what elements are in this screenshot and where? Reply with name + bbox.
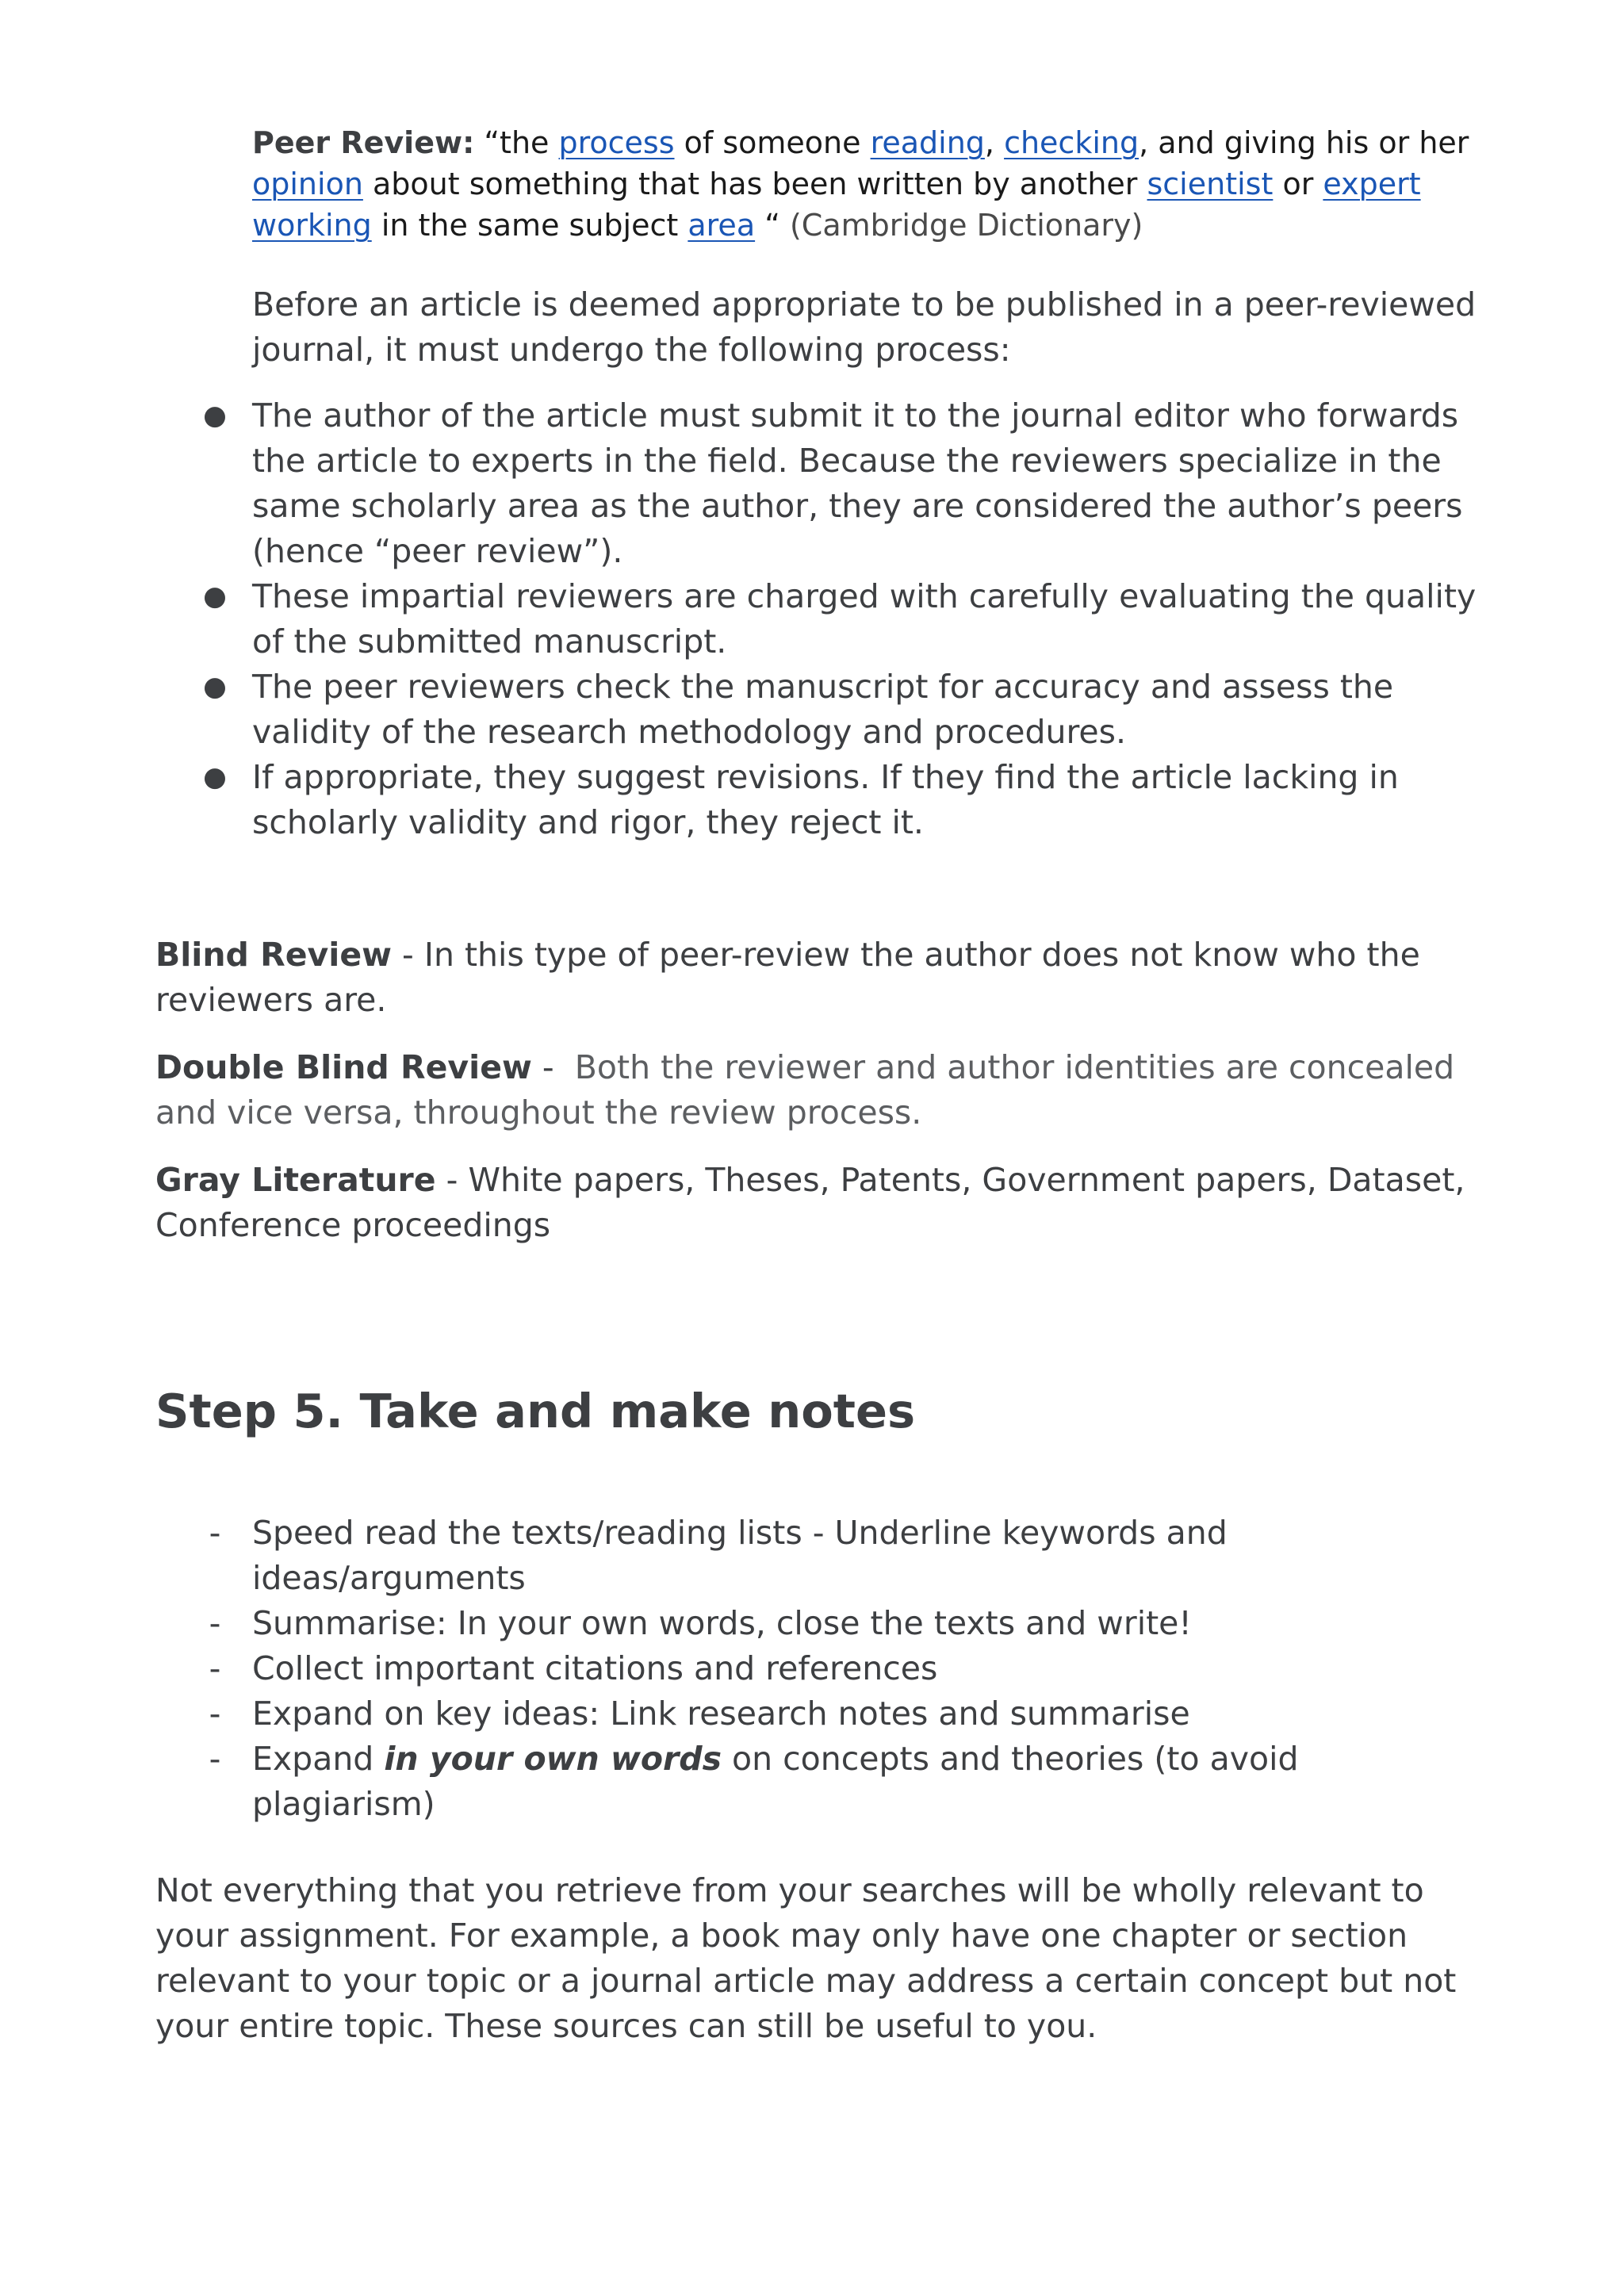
definition-link-checking[interactable]: checking bbox=[1004, 125, 1139, 160]
definition-text-segment: in the same subject bbox=[371, 208, 688, 243]
note-item bbox=[209, 1737, 1489, 1827]
double-blind-review-term: Double Blind Review bbox=[155, 1048, 532, 1086]
note-item bbox=[209, 1691, 1489, 1737]
definition-link-reading[interactable]: reading bbox=[870, 125, 985, 160]
process-step-text: If appropriate, they suggest revisions. If they find the article lacking in scholarly validity and rigor, they reject it. bbox=[252, 758, 1399, 841]
dash-marker: - bbox=[209, 1604, 221, 1642]
process-step-text: These impartial reviewers are charged with carefully evaluating the quality of the submitted manuscript. bbox=[252, 577, 1477, 661]
definition-text-segment: “ bbox=[755, 208, 790, 243]
definition-text-segment: or bbox=[1273, 167, 1323, 201]
definition-link-scientist[interactable]: scientist bbox=[1147, 167, 1274, 201]
definition-source: (Cambridge Dictionary) bbox=[789, 208, 1143, 243]
process-step-text: The peer reviewers check the manuscript for accuracy and assess the validity of the research methodology and procedures. bbox=[252, 668, 1394, 751]
double-blind-review-desc: Both the reviewer and author identities are concealed and vice versa, throughout the review process. bbox=[155, 1048, 1455, 1132]
definition-link-process[interactable]: process bbox=[558, 125, 675, 160]
bullet-marker: ● bbox=[203, 580, 227, 612]
closing-paragraph: Not everything that you retrieve from your searches will be wholly relevant to your assignment. For example, a book may only have one chapter or section relevant to your topic or a journal article may address a certain concept but not your entire topic. These sources can still be useful to you. bbox=[155, 1871, 1457, 2045]
definition-link-area[interactable]: area bbox=[688, 208, 756, 243]
double-blind-review-sep: - bbox=[531, 1048, 575, 1086]
gray-literature-term: Gray Literature bbox=[155, 1161, 436, 1199]
blind-review-desc: - In this type of peer-review the author does not know who the reviewers are. bbox=[155, 936, 1420, 1019]
note-text: Expand bbox=[252, 1740, 385, 1778]
definition-text-segment: , and giving his or her bbox=[1139, 125, 1469, 160]
gray-literature-desc: - White papers, Theses, Patents, Government papers, Dataset, Conference proceedings bbox=[155, 1161, 1465, 1244]
peer-review-term: Peer Review: bbox=[252, 125, 475, 160]
note-text: Summarise: In your own words, close the texts and write! bbox=[252, 1604, 1192, 1642]
peer-review-intro: Before an article is deemed appropriate to be published in a peer-reviewed journal, it must undergo the following process: bbox=[252, 285, 1477, 369]
gray-literature-definition bbox=[155, 1158, 1503, 1248]
process-step-item bbox=[203, 393, 1505, 574]
process-step-item bbox=[203, 574, 1505, 664]
dash-marker: - bbox=[209, 1740, 221, 1778]
definition-text-segment: of someone bbox=[674, 125, 871, 160]
definition-link-working[interactable]: working bbox=[252, 208, 372, 243]
double-blind-review-definition bbox=[155, 1045, 1503, 1136]
dash-marker: - bbox=[209, 1695, 221, 1733]
note-item bbox=[209, 1646, 1489, 1691]
dash-marker: - bbox=[209, 1514, 221, 1552]
process-step-item bbox=[203, 755, 1505, 845]
definition-text-segment: , bbox=[984, 125, 1005, 160]
note-text: on concepts and theories (to avoid plagiarism) bbox=[252, 1740, 1299, 1823]
process-step-text: The author of the article must submit it to the journal editor who forwards the article to experts in the field. Because the reviewers specialize in the same scholarly area as the author, they are considered the author’s peers (hence “peer review”). bbox=[252, 396, 1463, 570]
note-text: Collect important citations and references bbox=[252, 1649, 938, 1687]
dash-marker: - bbox=[209, 1649, 221, 1687]
peer-review-definition bbox=[252, 122, 1497, 246]
bullet-marker: ● bbox=[203, 761, 227, 793]
note-taking-list bbox=[209, 1511, 1489, 1827]
note-text: Speed read the texts/reading lists - Underline keywords and ideas/arguments bbox=[252, 1514, 1228, 1597]
note-emphasis: in your own words bbox=[384, 1740, 722, 1778]
blind-review-definition bbox=[155, 933, 1503, 1023]
peer-review-process-list bbox=[203, 393, 1505, 845]
blind-review-term: Blind Review bbox=[155, 936, 393, 974]
note-text: Expand on key ideas: Link research notes and summarise bbox=[252, 1695, 1190, 1733]
definition-link-expert[interactable]: expert bbox=[1323, 167, 1421, 201]
note-item bbox=[209, 1601, 1489, 1646]
bullet-marker: ● bbox=[203, 671, 227, 703]
definition-text-segment: “the bbox=[474, 125, 559, 160]
bullet-marker: ● bbox=[203, 400, 227, 431]
note-item bbox=[209, 1511, 1489, 1601]
step-heading: Step 5. Take and make notes bbox=[155, 1384, 916, 1438]
process-step-item bbox=[203, 664, 1505, 755]
definition-link-opinion[interactable]: opinion bbox=[252, 167, 363, 201]
definition-text-segment: about something that has been written by another bbox=[362, 167, 1147, 201]
